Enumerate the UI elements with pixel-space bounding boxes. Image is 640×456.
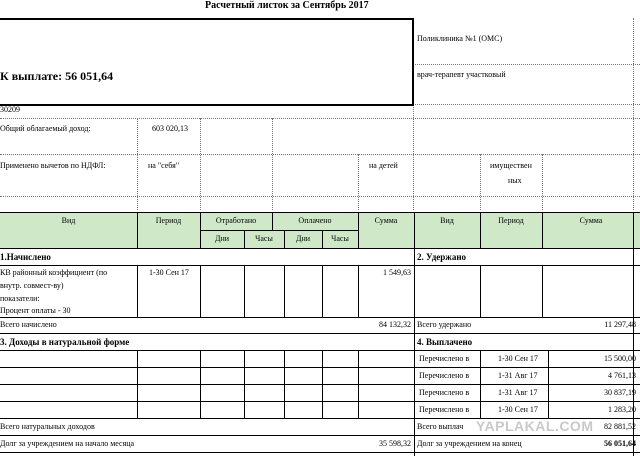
payout-sum: 30 837,19 [604, 388, 636, 397]
header-vid-right: Вид [440, 216, 454, 225]
section-accrued: 1.Начислено [0, 252, 51, 262]
payout-amount: К выплате: 56 051,64 [0, 69, 114, 83]
accrual-line-4: Процент оплаты - 30 [0, 306, 71, 315]
rule [0, 333, 640, 334]
divider [0, 196, 640, 197]
payout-sum: 4 761,13 [608, 371, 636, 380]
rule [137, 350, 138, 418]
taxable-income-label: Общий облагаемый доход: [0, 124, 91, 133]
deduction-children: на детей [369, 161, 398, 170]
payout-period: 1-30 Сен 17 [498, 354, 538, 363]
rule [0, 248, 640, 249]
rule [200, 230, 358, 231]
rule [200, 350, 201, 418]
rule [0, 350, 640, 351]
rule [137, 265, 138, 317]
rule [358, 212, 359, 248]
rule [0, 212, 640, 213]
employee-code: 30209 [0, 105, 20, 114]
rule [542, 265, 543, 317]
payout-sum: 15 500,00 [604, 354, 636, 363]
taxable-income-value: 603 020,13 [152, 124, 188, 133]
accrued-total-value: 84 132,32 [379, 320, 411, 329]
rule [542, 212, 543, 248]
divider [633, 18, 634, 210]
section-paid-out: 4. Выплачено [417, 337, 473, 347]
header-hours-1: Часы [255, 234, 273, 243]
divider [272, 118, 273, 210]
header-paid: Оплачено [298, 216, 332, 225]
rule [244, 230, 245, 248]
organization: Поликлиника №1 (ОМС) [417, 34, 503, 43]
rule [272, 212, 273, 230]
rule [480, 212, 481, 248]
divider [200, 118, 201, 210]
rule [137, 212, 138, 248]
payout-label: Перечислено в [419, 405, 470, 414]
debt-start-value: 35 598,32 [379, 439, 411, 448]
accrual-period: 1-30 Сен 17 [149, 268, 189, 277]
payout-sum: 1 283,20 [608, 405, 636, 414]
payout-box [0, 18, 414, 106]
page-title: Расчетный листок за Сентябрь 2017 [205, 0, 369, 11]
section-withheld: 2. Удержано [417, 252, 467, 262]
header-vid-left: Вид [61, 216, 76, 225]
rule [322, 230, 323, 248]
payout-period: 1-30 Сен 17 [498, 405, 538, 414]
rule [284, 350, 285, 418]
divider [0, 118, 640, 119]
position: врач-терапевт участковый [417, 70, 506, 79]
rule [0, 384, 640, 385]
rule [244, 265, 245, 317]
withheld-total-label: Всего удержано [417, 320, 472, 329]
watermark-logo: YAPLAKAL.COM [476, 418, 594, 434]
header-days-1: Дни [214, 234, 230, 243]
payout-label: Перечислено в [419, 388, 470, 397]
payout-label: Перечислено в [419, 371, 470, 380]
accrual-line-1: КВ районный коэффициент (по [0, 268, 108, 277]
debt-end-label: Долг за учреждением на конец [417, 439, 522, 448]
in-kind-total-label: Всего натуральных доходов [0, 422, 95, 431]
divider [137, 118, 138, 210]
header-sum-right: Сумма [579, 216, 603, 225]
rule [0, 452, 640, 453]
paid-total-value: 82 881,52 [604, 422, 636, 431]
rule [0, 317, 640, 318]
section-in-kind: 3. Доходы в натуральной форме [0, 337, 130, 347]
deductions-label: Применено вычетов по НДФЛ: [0, 161, 106, 170]
rule [200, 265, 201, 317]
header-worked: Отработано [215, 216, 257, 225]
header-hours-2: Часы [331, 234, 349, 243]
rule [322, 265, 323, 317]
deduction-property-1: имуществен [490, 161, 532, 170]
payout-label: Перечислено в [419, 354, 470, 363]
rule [358, 350, 359, 418]
rule [480, 350, 481, 418]
divider [542, 154, 543, 210]
rule [284, 265, 285, 317]
deduction-self: на "себя" [148, 161, 180, 170]
header-days-2: Дни [295, 234, 311, 243]
rule [200, 212, 201, 248]
debt-end-value: 56 051,64 [604, 439, 636, 448]
payout-period: 1-31 Авг 17 [498, 371, 538, 380]
accrued-total-label: Всего начислено [0, 320, 57, 329]
accrual-line-3: показатели: [0, 294, 40, 303]
withheld-total-value: 11 297,48 [604, 320, 636, 329]
rule [0, 435, 640, 436]
deduction-property-2: ных [508, 176, 522, 185]
header-period-left: Период [155, 216, 182, 225]
rule [0, 265, 640, 266]
rule [480, 265, 481, 317]
payout-period: 1-31 Авг 17 [498, 388, 538, 397]
rule [244, 350, 245, 418]
rule [322, 350, 323, 418]
accrual-line-2: внутр. совмест-ву) [0, 281, 64, 290]
divider [480, 154, 481, 210]
header-sum-left: Сумма [374, 216, 398, 225]
rule [633, 212, 634, 456]
rule [0, 401, 640, 402]
rule [414, 212, 415, 456]
debt-start-label: Долг за учреждением на начало месяца [0, 439, 135, 448]
rule [0, 367, 640, 368]
divider [358, 154, 359, 210]
paid-total-label: Всего выплач [417, 422, 464, 431]
rule [284, 230, 285, 248]
divider [0, 154, 640, 155]
accrual-sum: 1 549,63 [383, 268, 411, 277]
header-period-right: Период [498, 216, 524, 225]
